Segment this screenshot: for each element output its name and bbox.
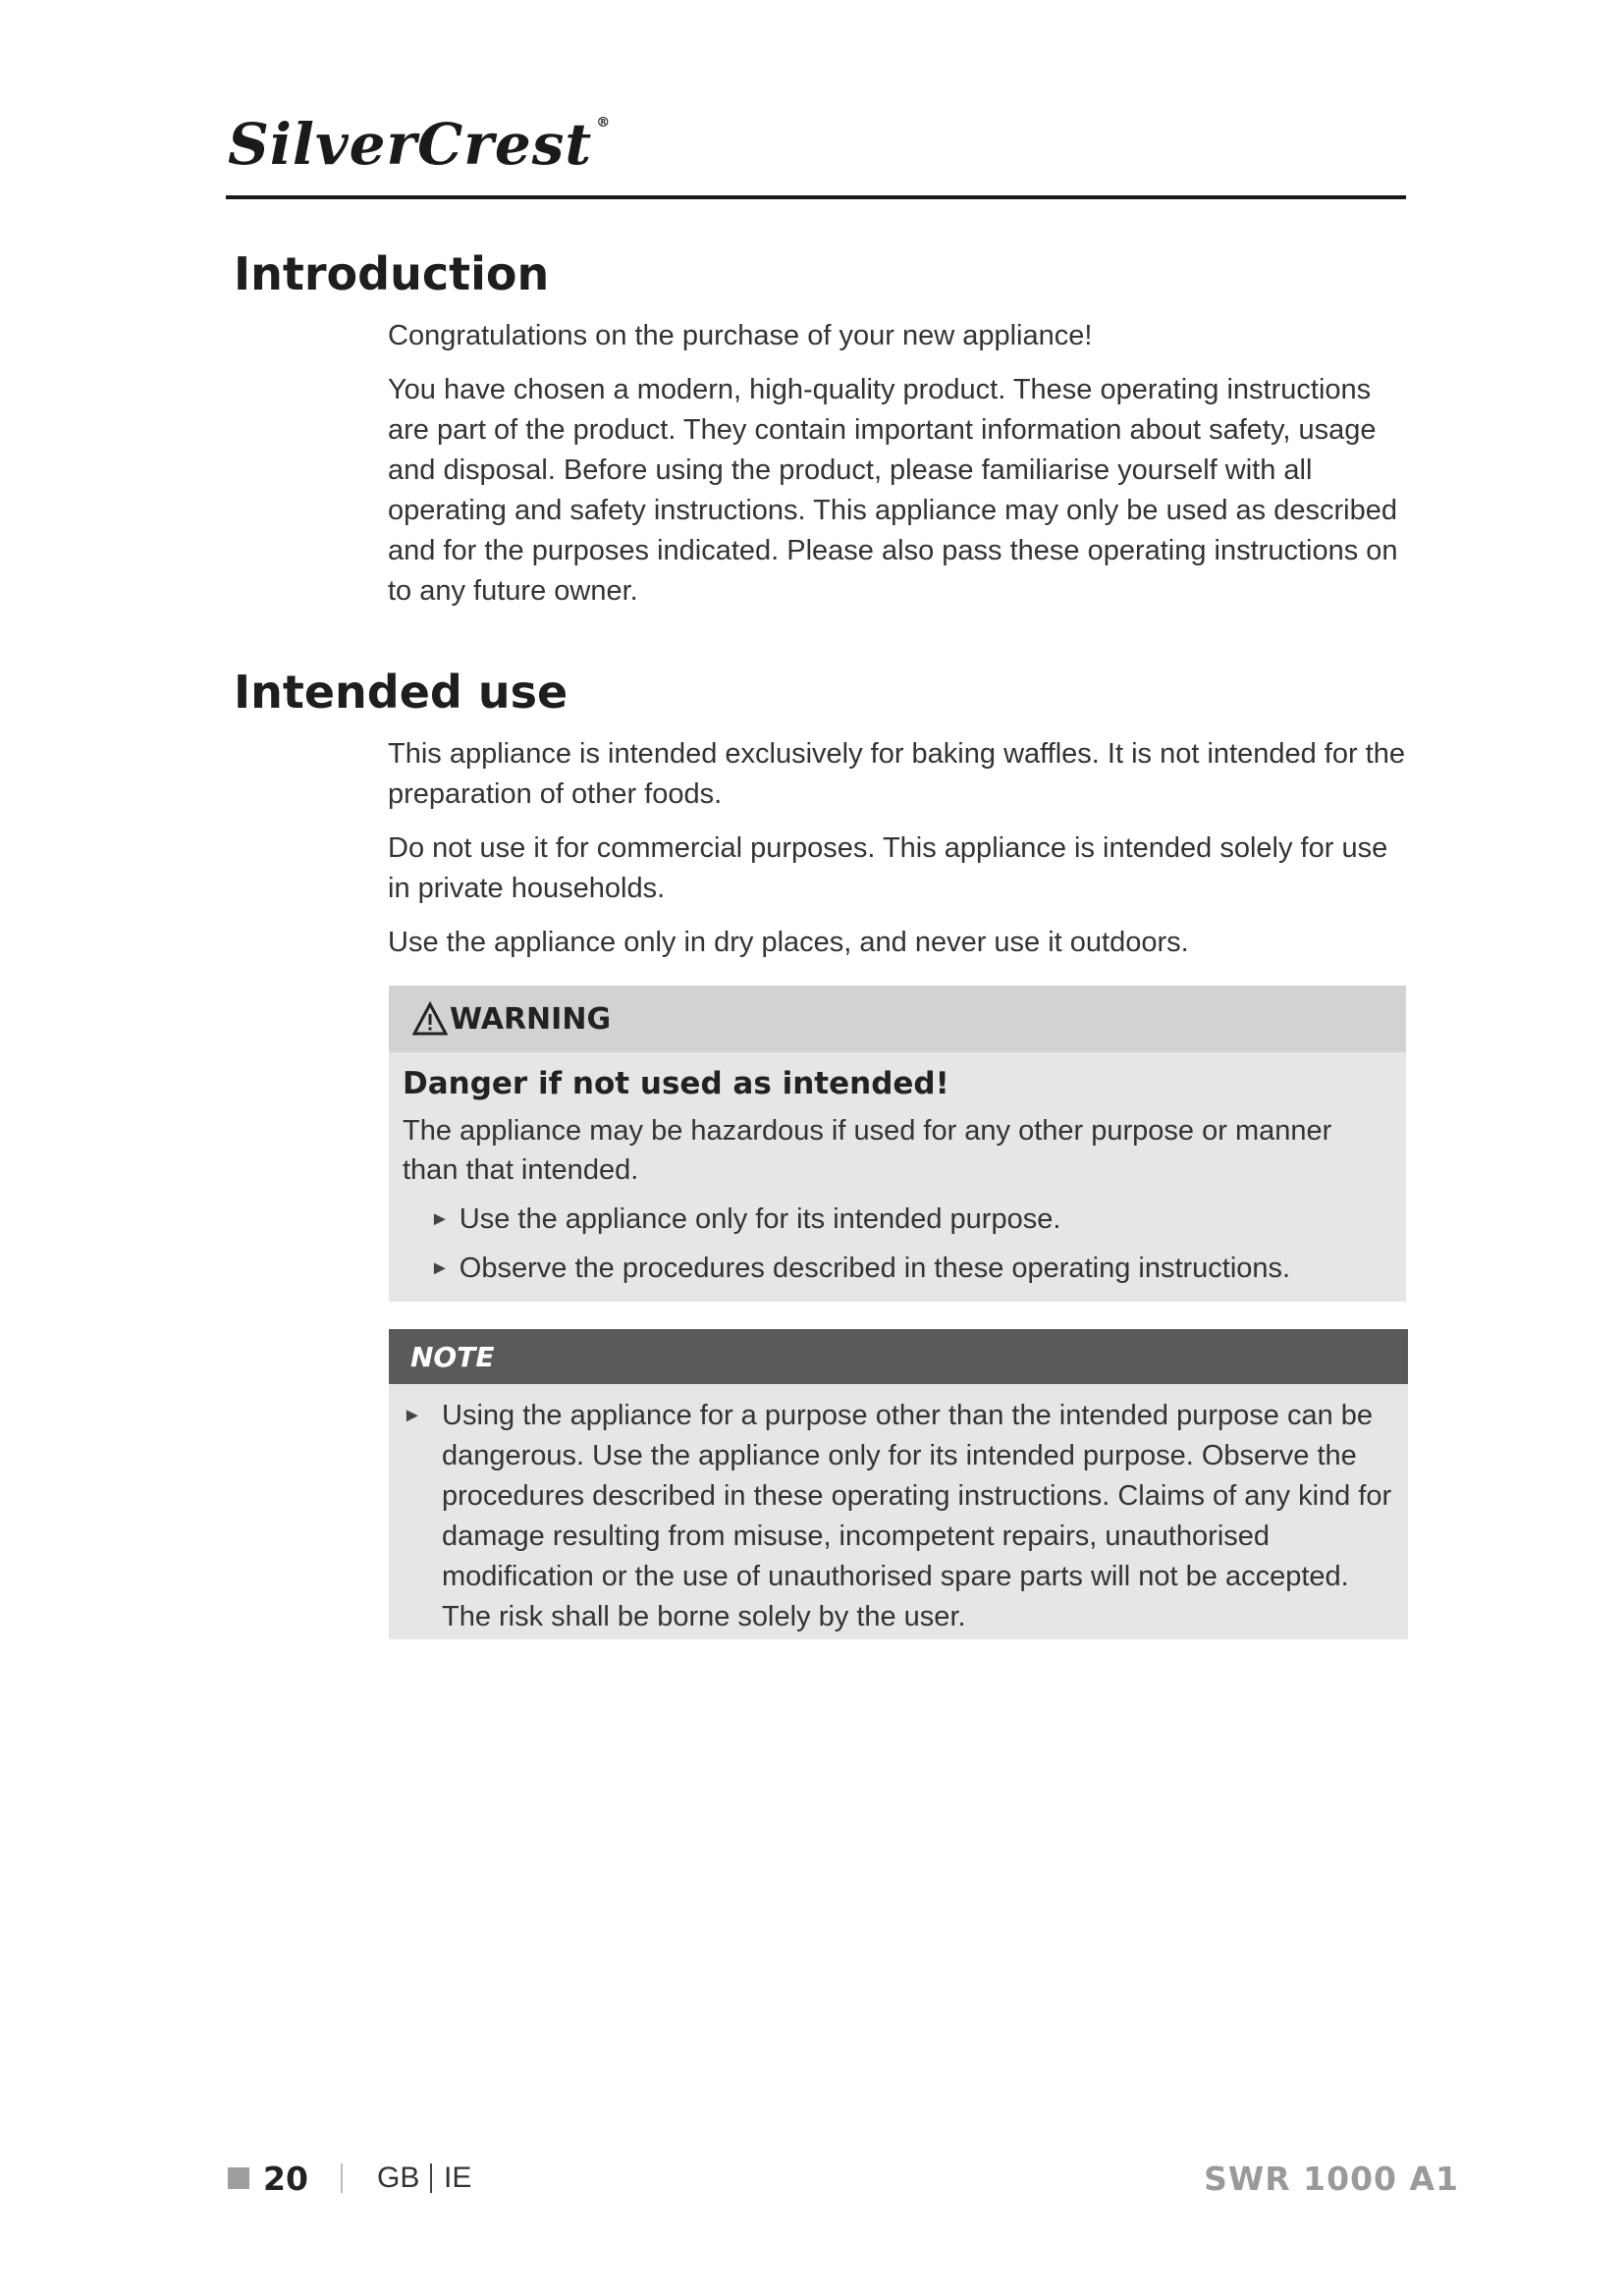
brand-logo (228, 111, 612, 178)
note-item (389, 1384, 1408, 1637)
page-footer (228, 2160, 1459, 2199)
intended-use-paragraph: Do not use it for commercial purposes. This appliance is intended solely for use in private households. (388, 832, 1388, 904)
warning-bullet-text: Observe the procedures described in these operating instructions. (459, 1253, 1291, 1284)
intended-use-heading: Intended use (234, 666, 568, 719)
page-number: 20 (263, 2160, 308, 2198)
footer-divider (341, 2163, 343, 2193)
intended-use-paragraph: This appliance is intended exclusively for baking waffles. It is not intended for the preparation of other foods. (388, 738, 1405, 810)
intended-use-paragraph: Use the appliance only in dry places, and never use it outdoors. (388, 927, 1189, 958)
introduction-heading: Introduction (234, 247, 550, 300)
note-header (389, 1329, 1408, 1384)
note-label: NOTE (410, 1340, 495, 1373)
note-box (389, 1329, 1408, 1639)
registered-mark: ® (596, 115, 612, 131)
introduction-paragraph: You have chosen a modern, high-quality product. These operating instructions are part of the product. They contain important information about safety, usage and disposal. Before using the product, please familiarise yourself with all operating and safety instructions. This appliance may only be used as described and for the purposes indicated. Please also pass these operating instructions on to any future owner. (388, 374, 1398, 607)
introduction-paragraph: Congratulations on the purchase of your new appliance! (388, 320, 1093, 351)
footer-square-icon (228, 2167, 249, 2189)
language-code-gb: GB (377, 2162, 420, 2194)
intended-use-body (388, 734, 1409, 977)
header-rule (226, 195, 1406, 199)
introduction-body (388, 316, 1409, 625)
note-text: Using the appliance for a purpose other than the intended purpose can be dangerous. Use the appliance only for its intended purpose. Observe the procedures described in these operating instructions. Claims of any kind for damage resulting from misuse, incompetent repairs, unauthorised modification or the use of unauthorised spare parts will not be accepted. The risk shall be borne solely by the user. (442, 1400, 1392, 1632)
footer-divider (430, 2163, 432, 2193)
arrow-right-icon: ► (430, 1208, 450, 1230)
warning-bullet (430, 1249, 1392, 1288)
warning-header (389, 986, 1406, 1052)
warning-bullet-text: Use the appliance only for its intended purpose. (459, 1203, 1061, 1235)
warning-bullet (430, 1200, 1392, 1239)
warning-box (389, 986, 1406, 1302)
arrow-right-icon: ► (430, 1257, 450, 1279)
warning-label: WARNING (450, 1001, 612, 1037)
warning-text: The appliance may be hazardous if used for any other purpose or manner than that intended. (403, 1115, 1332, 1186)
arrow-right-icon: ► (403, 1405, 422, 1426)
brand-name: SilverCrest (228, 111, 593, 178)
warning-triangle-icon (412, 1001, 448, 1037)
language-code-ie: IE (444, 2162, 472, 2194)
warning-title: Danger if not used as intended! (403, 1066, 949, 1101)
model-number: SWR 1000 A1 (1204, 2160, 1459, 2198)
